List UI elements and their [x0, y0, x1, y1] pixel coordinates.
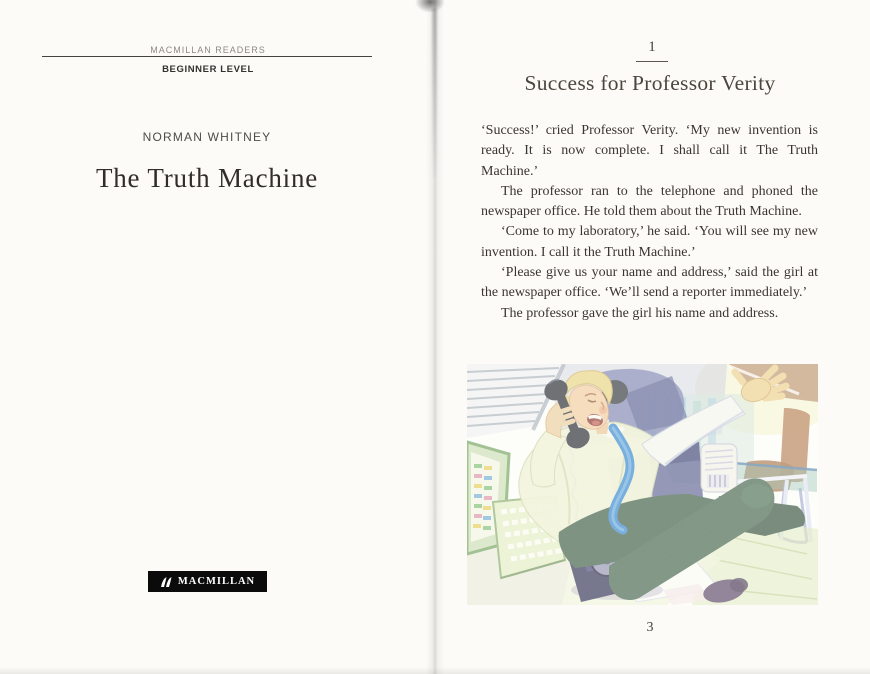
paragraph: ‘Come to my laboratory,’ he said. ‘You will see my new invention. I call it the Truth Machine.’ [481, 224, 818, 260]
gutter-top-smudge [415, 0, 445, 13]
paragraph: The professor ran to the telephone and phoned the newspaper office. He told them about the Truth Machine. [481, 183, 818, 220]
book-title: The Truth Machine [95, 163, 319, 193]
chapter-title: Success for Professor Verity [524, 71, 776, 95]
macmillan-logo-icon [160, 576, 174, 588]
gutter-upper-shadow [432, 8, 437, 178]
publisher-logo-text: MACMILLAN [177, 576, 256, 587]
publisher-logo [148, 571, 267, 592]
paragraph: ‘Success!’ cried Professor Verity. ‘My new invention is ready. It is now complete. I shall call it The Truth Machine.’ [481, 123, 818, 179]
chapter-illustration [467, 364, 818, 605]
body-text [481, 121, 818, 324]
series-header: MACMILLAN READERS [150, 45, 266, 55]
paragraph: The professor gave the girl his name and address. [501, 305, 779, 321]
scan-bottom-edge [0, 667, 870, 674]
page-number: 3 [646, 620, 654, 635]
chapter-number: 1 [636, 39, 668, 62]
header-rule [42, 56, 372, 57]
paragraph: ‘Please give us your name and address,’ said the girl at the newspaper office. ‘We’ll send a reporter immediately.’ [481, 265, 818, 301]
author-name: NORMAN WHITNEY [142, 130, 272, 144]
level-header: BEGINNER LEVEL [162, 64, 254, 75]
